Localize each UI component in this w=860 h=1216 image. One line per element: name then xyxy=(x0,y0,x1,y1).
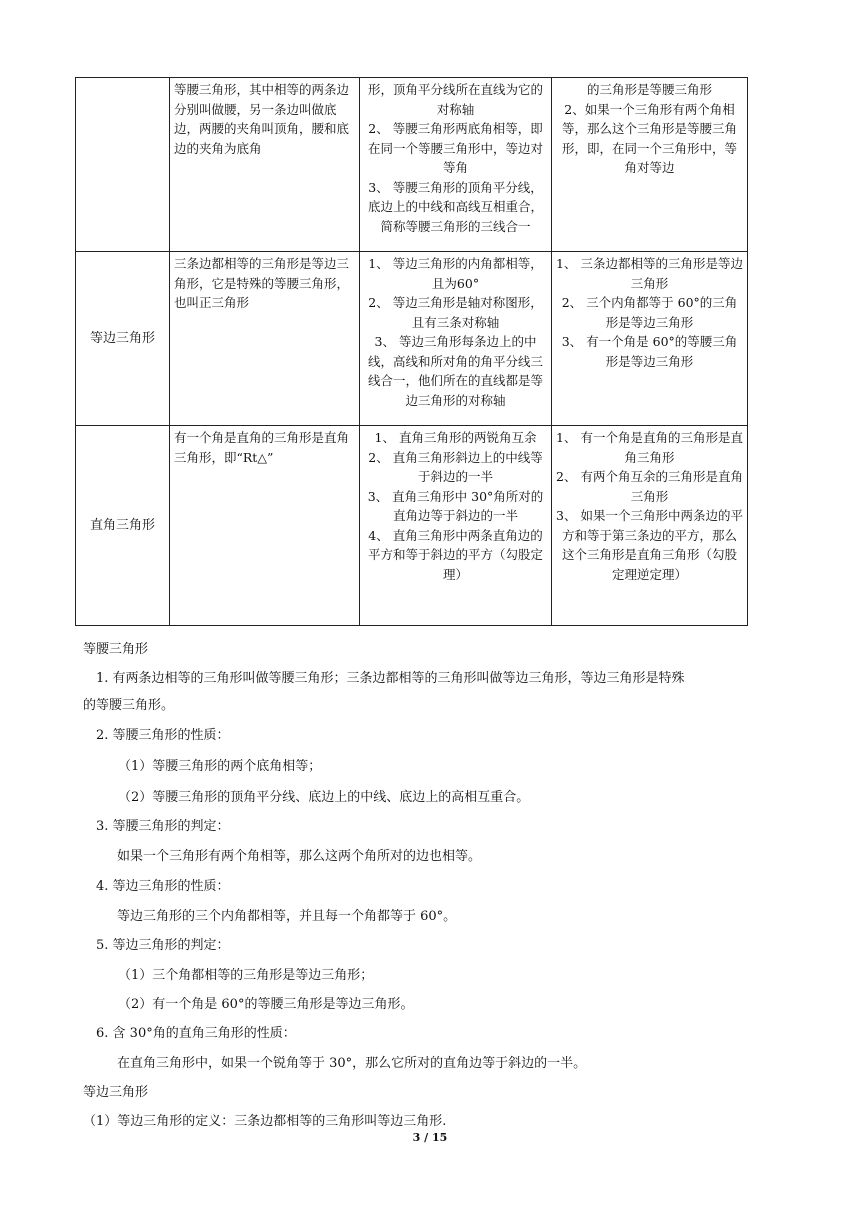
property-item: 1、 等边三角形的内角都相等，且为60° xyxy=(368,256,543,291)
row-name-cell: 等边三角形 xyxy=(76,252,170,426)
property-item: 形，顶角平分线所在直线为它的对称轴 xyxy=(367,82,543,117)
row-name-cell: 直角三角形 xyxy=(76,426,170,626)
judgment-item: 1、 三条边都相等的三角形是等边三角形 xyxy=(556,256,743,291)
table-row xyxy=(76,426,748,626)
judgments-cell xyxy=(552,78,748,252)
definition-cell: 有一个角是直角的三角形是直角三角形，即“Rt△” xyxy=(170,426,360,626)
paragraph-6: 6. 含 30°角的直角三角形的性质： xyxy=(96,1026,296,1041)
property-item: 3、 等边三角形每条边上的中线，高线和所对角的角平分线三线合一，他们所在的直线都是等边三角形的对称轴 xyxy=(367,334,543,408)
paragraph-2: 2. 等腰三角形的性质： xyxy=(96,728,230,743)
property-item: 3、 直角三角形中 30°角所对的直角边等于斜边的一半 xyxy=(367,488,544,523)
definition-cell: 等腰三角形，其中相等的两条边分别叫做腰，另一条边叫做底边，两腰的夹角叫顶角，腰和底边的夹角为底角 xyxy=(170,78,360,252)
section-heading-isosceles: 等腰三角形 xyxy=(83,642,149,657)
properties-cell xyxy=(360,78,552,252)
section-heading-equilateral: 等边三角形 xyxy=(83,1085,149,1100)
paragraph-2b: （2）等腰三角形的顶角平分线、底边上的中线、底边上的高相互重合。 xyxy=(118,790,530,805)
properties-cell xyxy=(360,426,552,626)
paragraph-1: 1. 有两条边相等的三角形叫做等腰三角形；三条边都相等的三角形叫做等边三角形，等边三角形是特殊 xyxy=(96,671,685,686)
paragraph-4a: 等边三角形的三个内角都相等，并且每一个角都等于 60°。 xyxy=(117,909,457,924)
paragraph-5a: （1）三个角都相等的三角形是等边三角形； xyxy=(118,968,374,983)
table-row xyxy=(76,78,748,252)
property-item: 4、 直角三角形中两条直角边的平方和等于斜边的平方（勾股定理） xyxy=(367,527,543,582)
paragraph-1-cont: 的等腰三角形。 xyxy=(83,698,175,713)
triangle-summary-table xyxy=(75,77,748,626)
paragraph-3: 3. 等腰三角形的判定： xyxy=(96,819,230,834)
page-number: 3 / 15 xyxy=(412,1131,448,1144)
judgment-item: 3、 有一个角是 60°的等腰三角形是等边三角形 xyxy=(561,334,738,369)
judgments-cell xyxy=(552,252,748,426)
table-row xyxy=(76,252,748,426)
paragraph-6a: 在直角三角形中，如果一个锐角等于 30°，那么它所对的直角边等于斜边的一半。 xyxy=(117,1056,587,1071)
row-name-cell xyxy=(76,78,170,252)
judgment-item: 的三角形是等腰三角形 xyxy=(586,82,712,97)
judgment-item: 2、 三个内角都等于 60°的三角形是等边三角形 xyxy=(561,295,738,330)
paragraph-5b: （2）有一个角是 60°的等腰三角形是等边三角形。 xyxy=(118,997,414,1012)
paragraph-5: 5. 等边三角形的判定： xyxy=(96,938,230,953)
paragraph-3a: 如果一个三角形有两个角相等，那么这两个角所对的边也相等。 xyxy=(117,849,482,864)
property-item: 1、 直角三角形的两锐角互余 xyxy=(374,430,537,445)
judgment-item: 2、 有两个角互余的三角形是直角三角形 xyxy=(556,469,743,504)
paragraph-2a: （1）等腰三角形的两个底角相等； xyxy=(118,759,322,774)
judgment-item: 2、如果一个三角形有两个角相等，那么这个三角形是等腰三角形，即，在同一个三角形中，等角对等边 xyxy=(561,101,737,175)
property-item: 2、 等腰三角形两底角相等，即在同一个等腰三角形中，等边对等角 xyxy=(367,121,543,175)
property-item: 3、 等腰三角形的顶角平分线，底边上的中线和高线互相重合，简称等腰三角形的三线合一 xyxy=(367,179,543,234)
paragraph-7: （1）等边三角形的定义：三条边都相等的三角形叫等边三角形. xyxy=(83,1114,447,1129)
judgments-cell xyxy=(552,426,748,626)
properties-cell xyxy=(360,252,552,426)
definition-cell: 三条边都相等的三角形是等边三角形，它是特殊的等腰三角形，也叫正三角形 xyxy=(170,252,360,426)
judgment-item: 1、 有一个角是直角的三角形是直角三角形 xyxy=(556,430,743,465)
paragraph-4: 4. 等边三角形的性质： xyxy=(96,879,230,894)
property-item: 2、 等边三角形是轴对称图形，且有三条对称轴 xyxy=(368,295,543,330)
judgment-item: 3、 如果一个三角形中两条边的平方和等于第三条边的平方，那么这个三角形是直角三角形（勾股定理逆定理） xyxy=(556,508,743,582)
property-item: 2、 直角三角形斜边上的中线等于斜边的一半 xyxy=(368,449,543,484)
